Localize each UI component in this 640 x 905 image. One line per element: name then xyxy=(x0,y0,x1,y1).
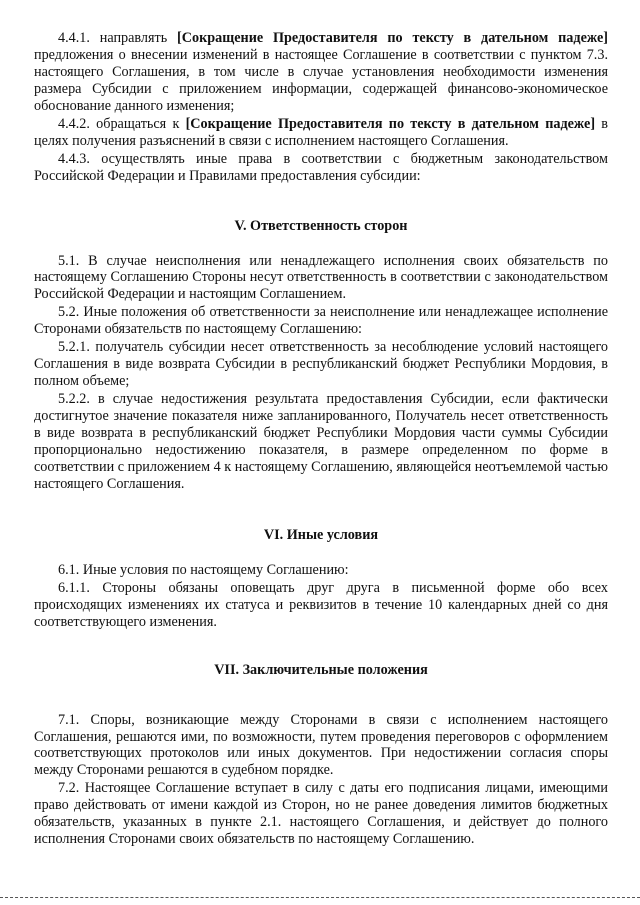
clause-7-1: 7.1. Споры, возникающие между Сторонами в связи с исполнением настоящего Соглашения, решаются ими, по возможности, путем проведения переговоров с оформлением соответствующих протоколов или иных документов. При недостижении согласия споры между Сторонами решаются в судебном порядке. xyxy=(34,711,608,779)
placeholder-provider-dative: [Сокращение Предоставителя по тексту в дательном падеже] xyxy=(185,115,596,132)
clause-6-1-1: 6.1.1. Стороны обязаны оповещать друг друга в письменной форме обо всех происходящих изменениях их статуса и реквизитов в течение 10 календарных дней со дня соответствующего изменения. xyxy=(34,579,608,630)
page-bottom-divider xyxy=(0,897,640,898)
clause-5-1: 5.1. В случае неисполнения или ненадлежащего исполнения своих обязательств по настоящему Соглашению Стороны несут ответственность в соответствии с законодательством Российской Федерации и настоящим Соглашением. xyxy=(34,252,608,303)
clause-4-4-2-text: в целях получения разъяснений в связи с исполнением настоящего Соглашения. xyxy=(34,115,608,149)
clause-4-4-1-text: предложения о внесении изменений в настоящее Соглашение в соответствии с пунктом 7.3. настоящего Соглашения, в том числе в случае установления необходимости изменения размера Субсидии с приложением информации, содержащей финансово-экономическое обоснование данного изменения; xyxy=(34,46,608,114)
section-heading-other-terms: VI. Иные условия xyxy=(263,526,379,543)
document-page xyxy=(34,30,608,849)
clause-4-4-1 xyxy=(34,30,608,115)
clause-4-4-2-lead: 4.4.2. обращаться к xyxy=(58,115,186,132)
section-heading-final-provisions: VII. Заключительные положения xyxy=(214,661,428,678)
clause-4-4-2 xyxy=(34,116,608,150)
clause-7-2: 7.2. Настоящее Соглашение вступает в силу с даты его подписания лицами, имеющими право действовать от имени каждой из Сторон, но не ранее доведения лимитов бюджетных обязательств, указанных в пункте 2.1. настоящего Соглашения, и действует до полного исполнения Сторонами своих обязательств по настоящему Соглашению. xyxy=(34,780,608,848)
clause-5-2: 5.2. Иные положения об ответственности за неисполнение или ненадлежащее исполнение Сторонами обязательств по настоящему Соглашению: xyxy=(34,304,608,338)
clause-5-2-2: 5.2.2. в случае недостижения результата предоставления Субсидии, если фактически достигнутое значение показателя ниже запланированного, Получатель несет ответственность в виде возврата в республиканский бюджет Республики Мордовия части суммы Субсидии пропорционально недостижению показателя, в размере определенном по форме в соответствии с приложением 4 к настоящему Соглашению, являющейся неотъемлемой частью настоящего Соглашения. xyxy=(34,391,608,492)
placeholder-provider-dative: [Сокращение Предоставителя по тексту в дательном падеже] xyxy=(177,30,608,46)
clause-5-2-1: 5.2.1. получатель субсидии несет ответственность за несоблюдение условий настоящего Соглашения в виде возврата Субсидии в республиканский бюджет Республики Мордовия, в полном объеме; xyxy=(34,339,608,390)
clause-4-4-3: 4.4.3. осуществлять иные права в соответствии с бюджетным законодательством Российской Федерации и Правилами предоставления субсидии: xyxy=(34,150,608,184)
section-heading-responsibility: V. Ответственность сторон xyxy=(234,217,408,234)
clause-4-4-1-lead: 4.4.1. направлять xyxy=(58,30,178,46)
clause-6-1: 6.1. Иные условия по настоящему Соглашению: xyxy=(58,561,349,578)
